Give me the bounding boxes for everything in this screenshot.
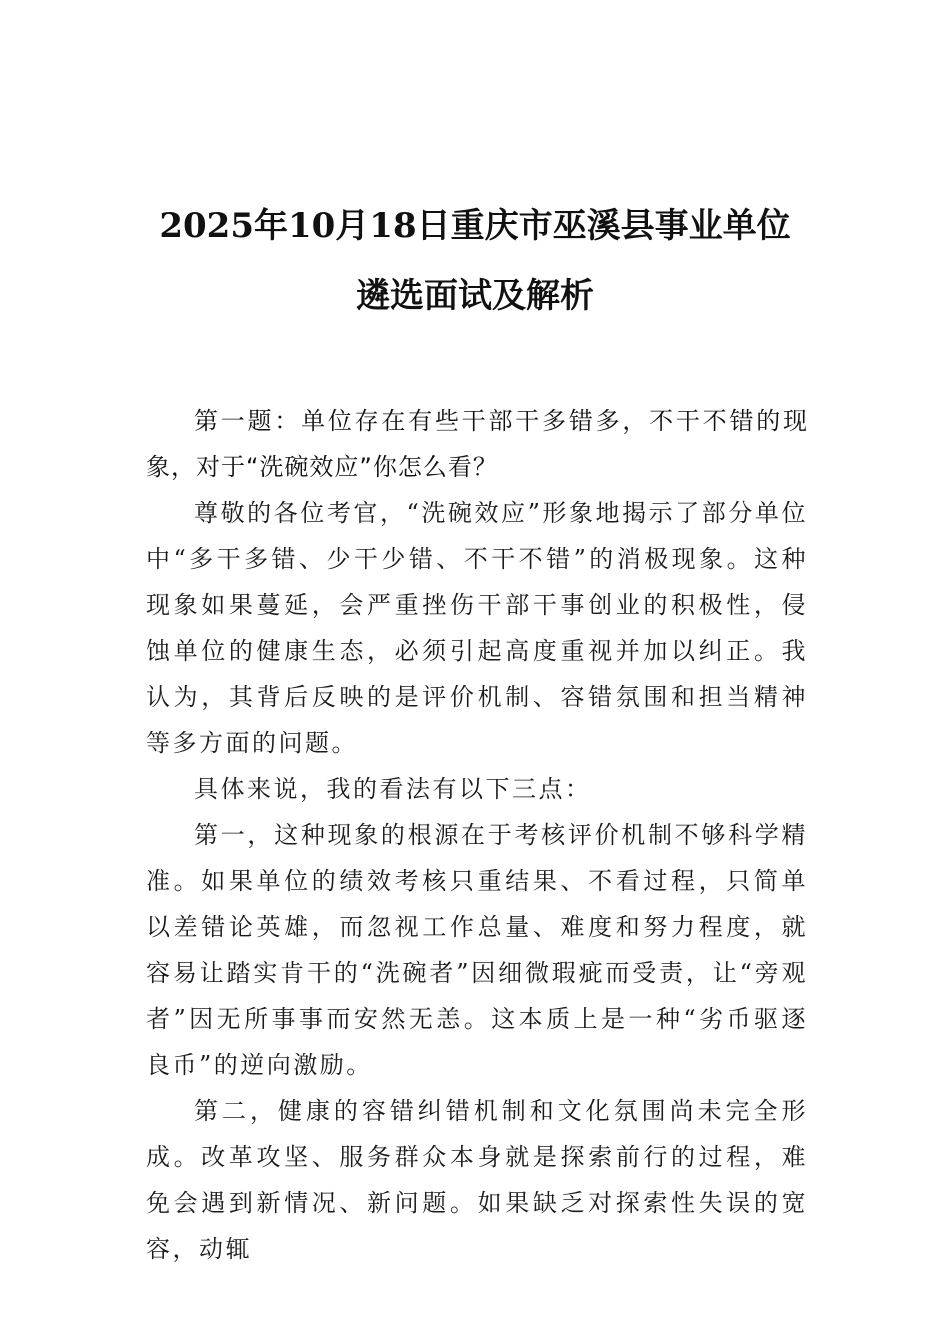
answer-paragraph-intro: 尊敬的各位考官，“洗碗效应”形象地揭示了部分单位中“多干多错、少干少错、不干不错”的消极现象。这种现象如果蔓延，会严重挫伤干部干事创业的积极性，侵蚀单位的健康生态，必须引起高度重视并加以纠正。我认为，其背后反映的是评价机制、容错氛围和担当精神等多方面的问题。 bbox=[146, 499, 808, 757]
document-title-line-2: 遴选面试及解析 bbox=[356, 276, 594, 316]
question-paragraph: 第一题：单位存在有些干部干多错多，不干不错的现象，对于“洗碗效应”你怎么看？ bbox=[146, 407, 808, 481]
answer-paragraph-overview: 具体来说，我的看法有以下三点： bbox=[194, 775, 592, 803]
answer-paragraph-point-1: 第一，这种现象的根源在于考核评价机制不够科学精准。如果单位的绩效考核只重结果、不看过程，只简单以差错论英雄，而忽视工作总量、难度和努力程度，就容易让踏实肯干的“洗碗者”因细微瑕疵而受责，让“旁观者”因无所事事而安然无恙。这本质上是一种“劣币驱逐良币”的逆向激励。 bbox=[146, 821, 808, 1079]
answer-paragraph-point-2: 第二，健康的容错纠错机制和文化氛围尚未完全形成。改革攻坚、服务群众本身就是探索前行的过程，难免会遇到新情况、新问题。如果缺乏对探索性失误的宽容，动辄 bbox=[146, 1097, 808, 1263]
document-body bbox=[146, 398, 808, 1272]
document-title-line-1: 2025年10月18日重庆市巫溪县事业单位 bbox=[159, 206, 791, 246]
